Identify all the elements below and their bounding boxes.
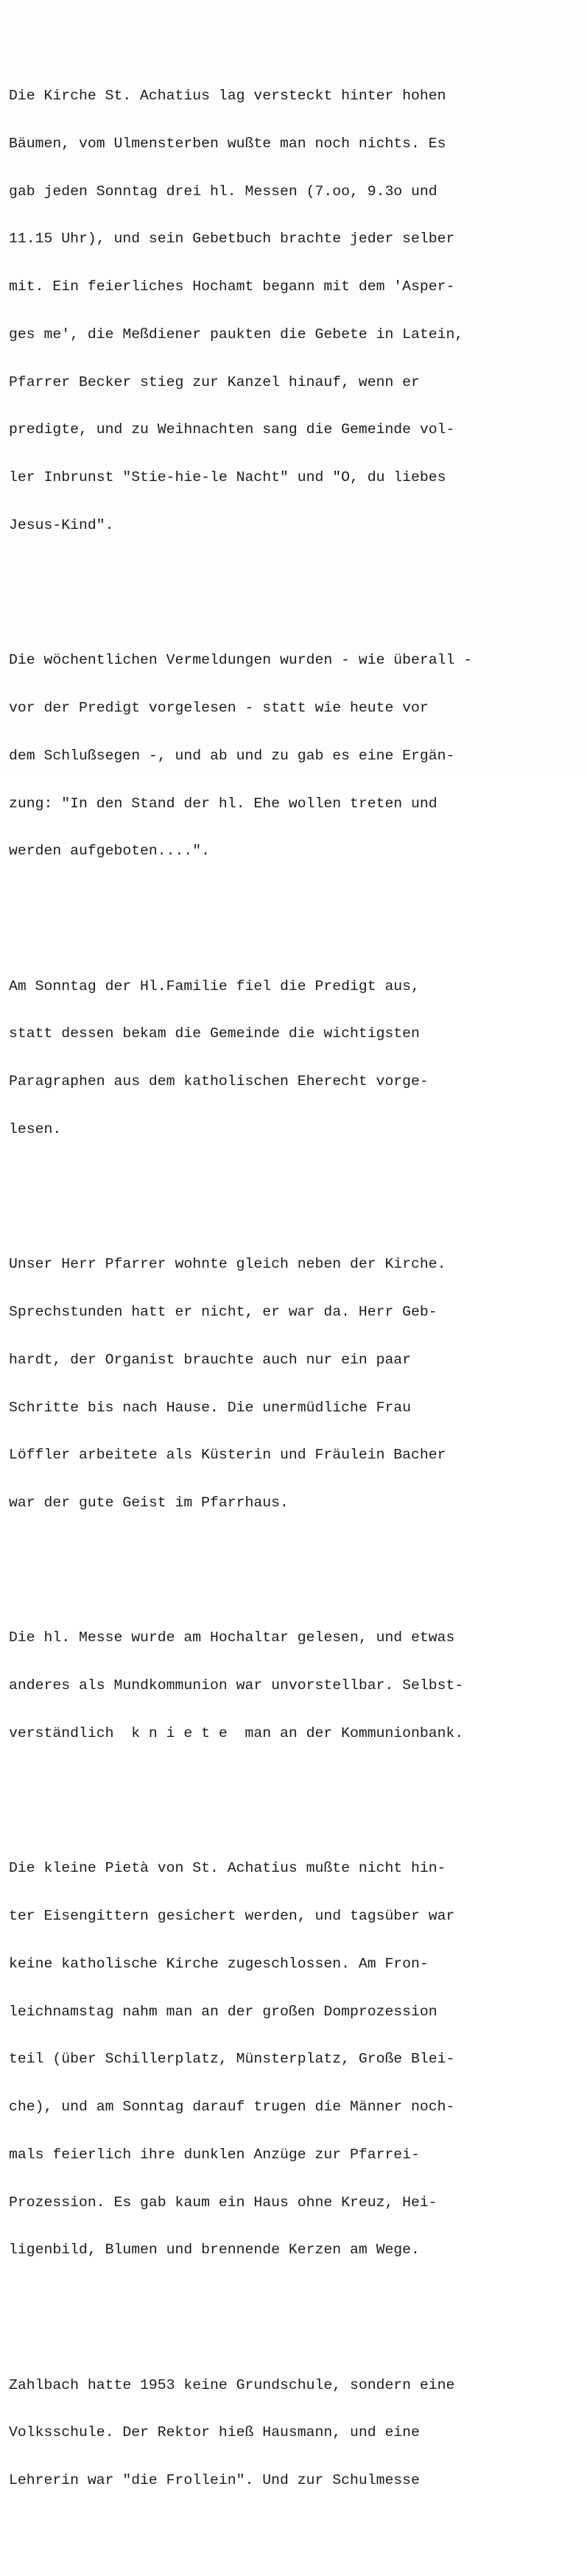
text-line: mals feierlich ihre dunklen Anzüge zur Pfarrei- [9, 2146, 420, 2163]
text-line: verständlich k n i e t e man an der Kommunionbank. [9, 1724, 464, 1741]
text-line: Die Kirche St. Achatius lag versteckt hinter hohen [9, 87, 446, 104]
text-line: ler Inbrunst "Stie-hie-le Nacht" und "O, du liebes [9, 469, 446, 486]
text-line: ges me', die Meßdiener paukten die Gebete in Latein, [9, 326, 464, 343]
text-line: statt dessen bekam die Gemeinde die wichtigsten [9, 1025, 420, 1042]
text-line: hardt, der Organist brauchte auch nur ein paar [9, 1351, 412, 1368]
text-line: Prozession. Es gab kaum ein Haus ohne Kreuz, Hei- [9, 2194, 437, 2211]
text-line: Jesus-Kind". [9, 517, 114, 533]
paragraph [9, 1598, 587, 1774]
text-line: mit. Ein feierliches Hochamt begann mit dem 'Asper- [9, 278, 455, 295]
text-line: 11.15 Uhr), und sein Gebetbuch brachte jeder selber [9, 231, 455, 248]
paragraph [9, 1225, 587, 1543]
text-line: Unser Herr Pfarrer wohnte gleich neben der Kirche. [9, 1256, 446, 1273]
paragraph [9, 947, 587, 1169]
text-line: Löffler arbeitete als Küsterin und Fräulein Bacher [9, 1447, 446, 1464]
text-line: predigte, und zu Weihnachten sang die Gemeinde vol- [9, 421, 455, 438]
text-line: keine katholische Kirche zugeschlossen. Am Fron- [9, 1955, 429, 1972]
text-line: Die kleine Pietà von St. Achatius mußte nicht hin- [9, 1860, 446, 1877]
text-line: zung: "In den Stand der hl. Ehe wollen treten und [9, 795, 437, 812]
text-line: teil (über Schillerplatz, Münsterplatz, Große Blei- [9, 2051, 455, 2068]
text-line: Paragraphen aus dem katholischen Eherecht vorge- [9, 1073, 429, 1090]
text-line: Volksschule. Der Rektor hieß Hausmann, und eine [9, 2424, 420, 2441]
text-line: Die hl. Messe wurde am Hochaltar gelesen, und etwas [9, 1629, 455, 1646]
paragraph [9, 2346, 587, 2521]
text-line: Sprechstunden hatt er nicht, er war da. Herr Geb- [9, 1304, 437, 1320]
text-line: che), und am Sonntag darauf trugen die Männer noch- [9, 2099, 455, 2116]
text-line: Schritte bis nach Hause. Die unermüdliche Frau [9, 1399, 412, 1416]
text-line: Pfarrer Becker stieg zur Kanzel hinauf, wenn er [9, 373, 420, 390]
text-line: gab jeden Sonntag drei hl. Messen (7.oo, 9.3o und [9, 183, 437, 200]
paragraph [9, 57, 587, 566]
text-line: Lehrerin war "die Frollein". Und zur Schulmesse [9, 2472, 420, 2489]
text-line: dem Schlußsegen -, und ab und zu gab es eine Ergän- [9, 747, 455, 764]
text-line: vor der Predigt vorgelesen - statt wie heute vor [9, 700, 429, 717]
text-line: ligenbild, Blumen und brennende Kerzen am Wege. [9, 2242, 420, 2259]
text-line: Bäumen, vom Ulmensterben wußte man noch nichts. Es [9, 135, 446, 152]
text-line: Am Sonntag der Hl.Familie fiel die Predigt aus, [9, 978, 420, 994]
text-line: werden aufgeboten....". [9, 843, 211, 860]
text-line: anderes als Mundkommunion war unvorstellbar. Selbst- [9, 1677, 464, 1694]
text-line: Zahlbach hatte 1953 keine Grundschule, sondern eine [9, 2376, 455, 2393]
text-line: ter Eisengittern gesichert werden, und tagsüber war [9, 1907, 455, 1924]
paragraph [9, 621, 587, 891]
paragraph [9, 1829, 587, 2290]
text-line: war der gute Geist im Pfarrhaus. [9, 1495, 289, 1512]
document-text [9, 9, 587, 2576]
text-line: Die wöchentlichen Vermeldungen wurden - wie überall - [9, 652, 473, 669]
text-line: lesen. [9, 1120, 62, 1137]
text-line: leichnamstag nahm man an der großen Domprozession [9, 2003, 437, 2020]
